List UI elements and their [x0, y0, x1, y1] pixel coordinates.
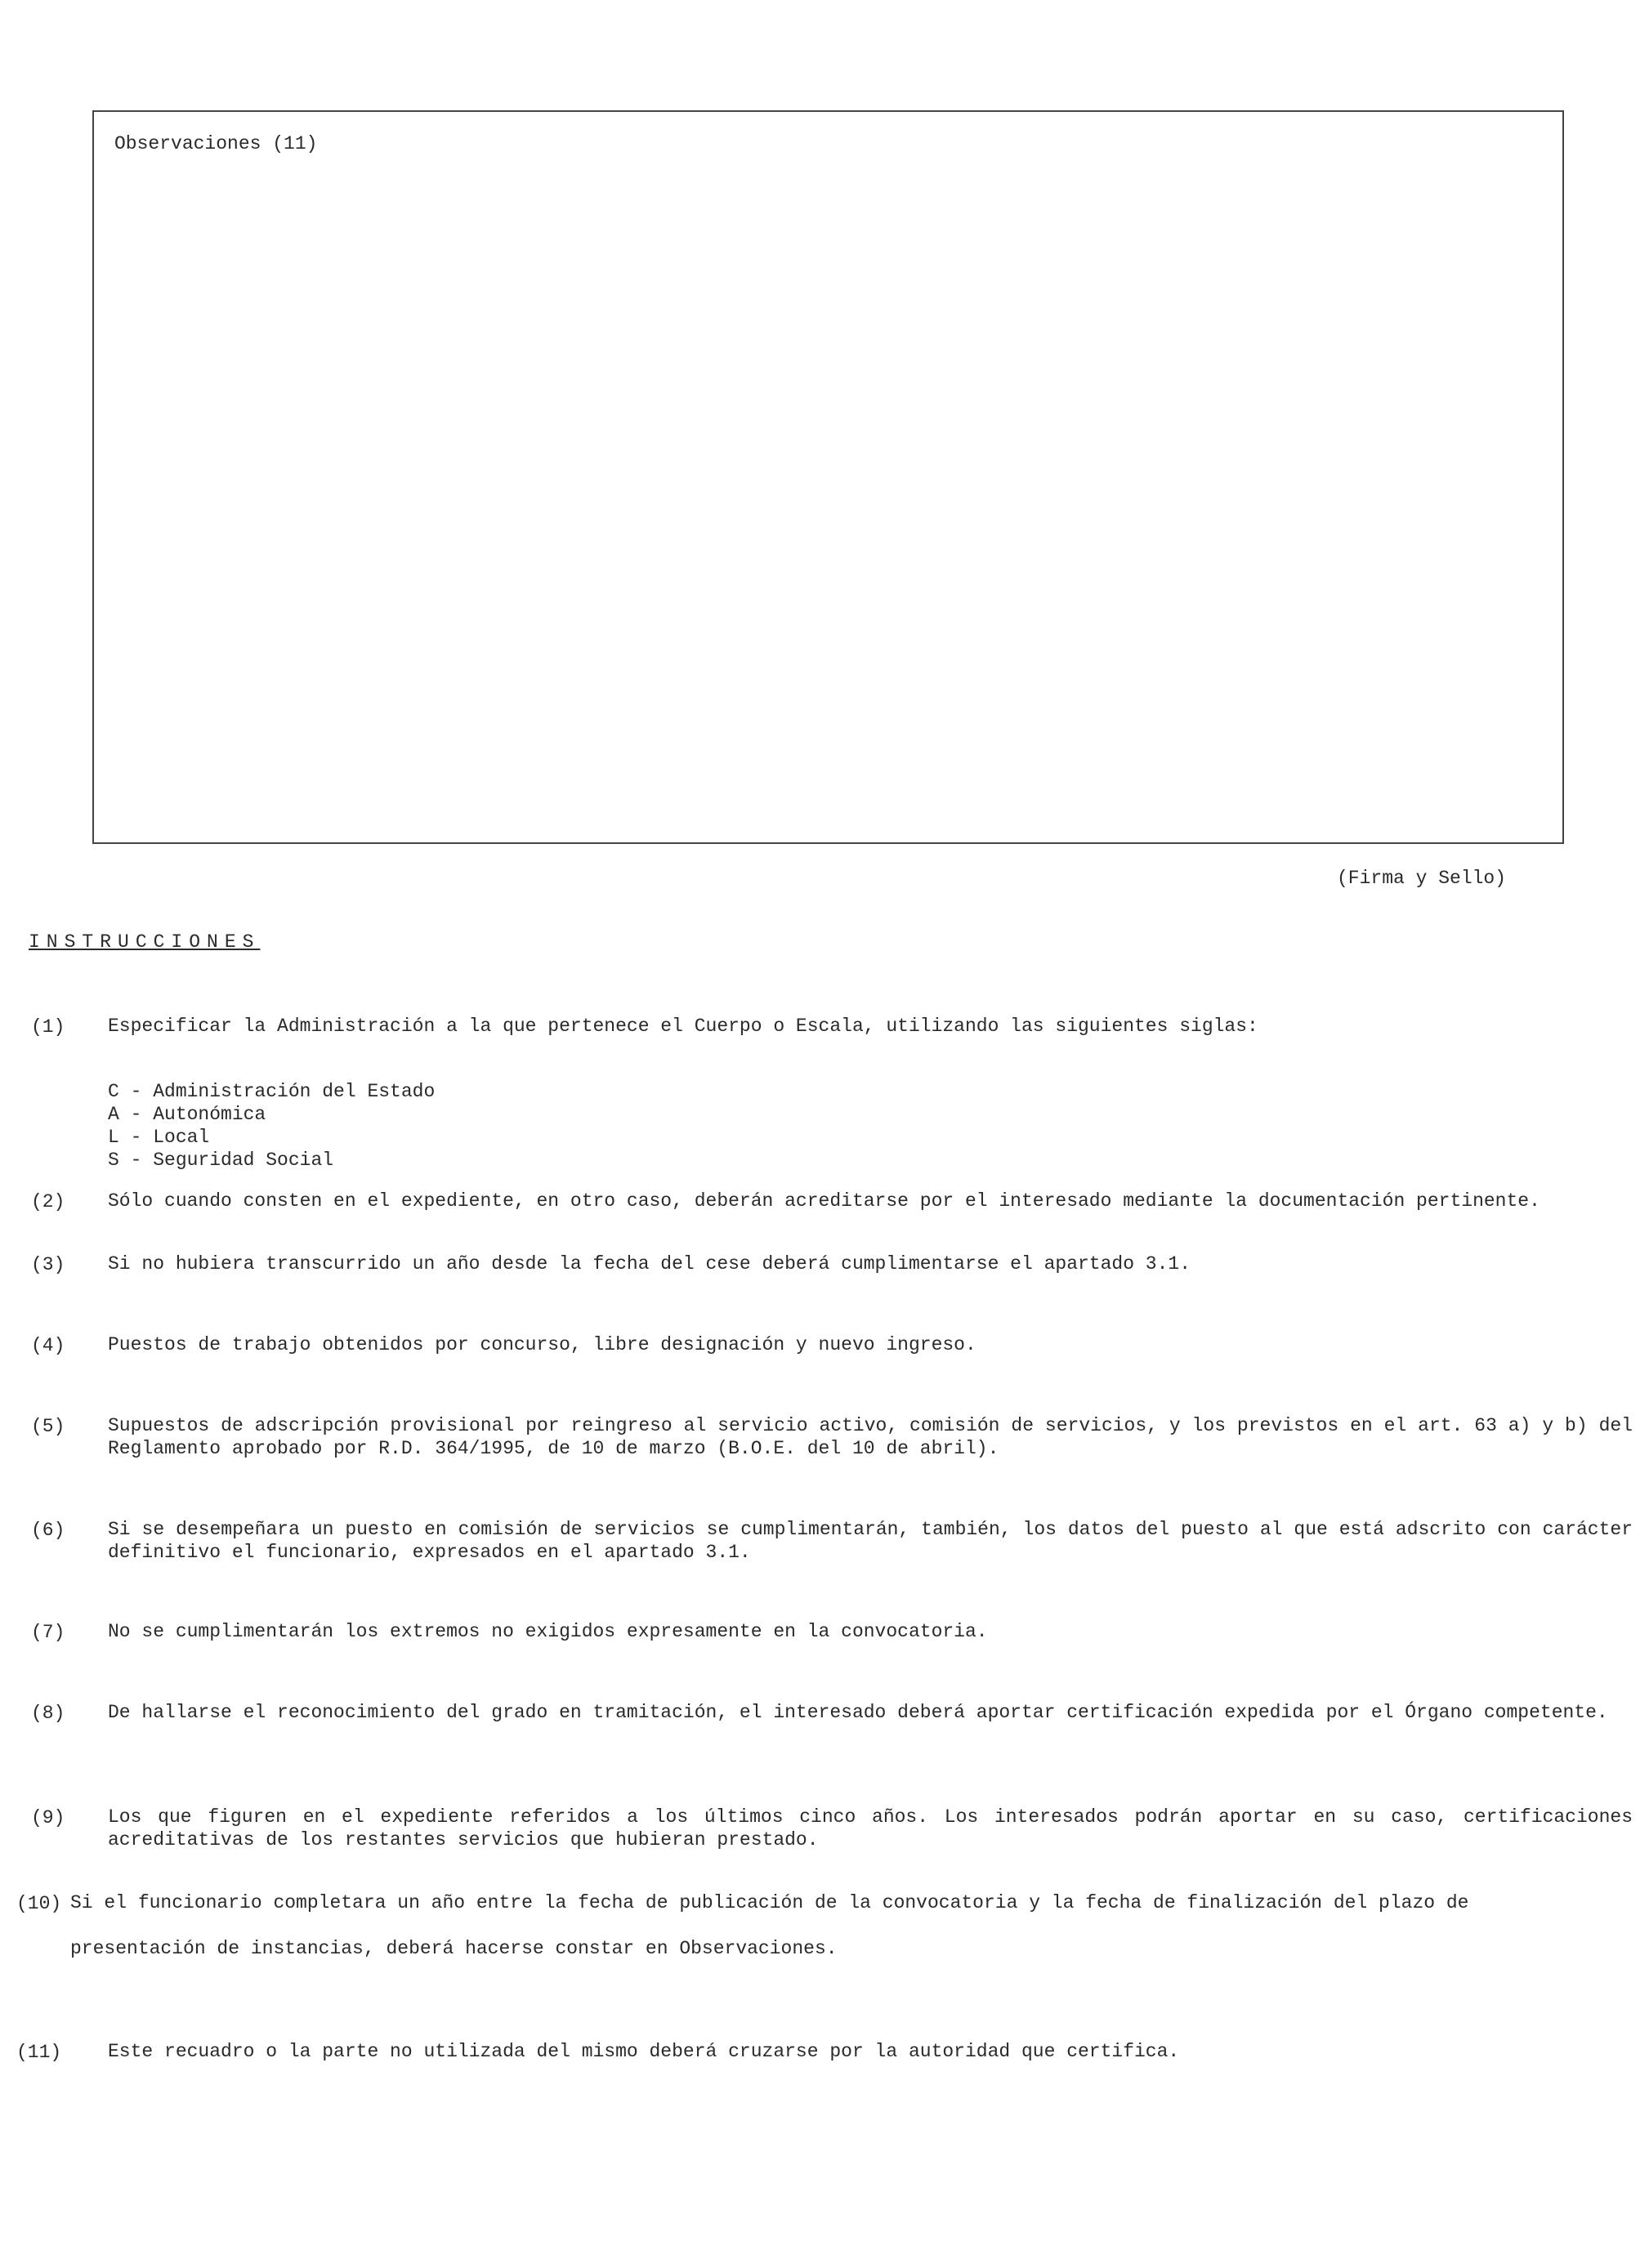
- instruction-2-number: (2): [31, 1191, 65, 1212]
- sigla-s: S - Seguridad Social: [108, 1150, 334, 1171]
- instruction-1-text: Especificar la Administración a la que pertenece el Cuerpo o Escala, utilizando las siguientes siglas:: [108, 1016, 1258, 1037]
- signature-label: (Firma y Sello): [1337, 868, 1507, 889]
- instruction-3-text: Si no hubiera transcurrido un año desde la fecha del cese deberá cumplimentarse el apartado 3.1.: [108, 1253, 1191, 1275]
- sigla-l: L - Local: [108, 1127, 210, 1148]
- instruction-6-number: (6): [31, 1520, 65, 1541]
- instruction-5-number: (5): [31, 1416, 65, 1437]
- sigla-a: A - Autonómica: [108, 1104, 266, 1125]
- instruction-3-number: (3): [31, 1254, 65, 1275]
- instruction-10-text-cont: presentación de instancias, deberá hacerse constar en Observaciones.: [70, 1938, 838, 1959]
- instruction-4-number: (4): [31, 1335, 65, 1356]
- instruction-7-number: (7): [31, 1622, 65, 1643]
- instruction-8-number: (8): [31, 1703, 65, 1724]
- observaciones-box: [92, 110, 1564, 844]
- instruction-5-text: Supuestos de adscripción provisional por reingreso al servicio activo, comisión de servicios, y los previstos en el art. 63 a) y b) del Reglamento aprobado por R.D. 364/1995, de 10 de marzo (B.O.E. del 10 de abril).: [108, 1415, 1633, 1459]
- instruction-10-text: Si el funcionario completara un año entre la fecha de publicación de la convocatoria y la fecha de finalización del plazo de: [70, 1892, 1469, 1913]
- instruction-6-text: Si se desempeñara un puesto en comisión de servicios se cumplimentarán, también, los datos del puesto al que está adscrito con carácter definitivo el funcionario, expresados en el apartado 3.1.: [108, 1519, 1633, 1563]
- sigla-c: C - Administración del Estado: [108, 1081, 436, 1102]
- instruction-10-number: (10): [16, 1893, 62, 1914]
- instruction-9-number: (9): [31, 1807, 65, 1828]
- instruction-7-text: No se cumplimentarán los extremos no exigidos expresamente en la convocatoria.: [108, 1621, 988, 1642]
- instruction-2-text: Sólo cuando consten en el expediente, en otro caso, deberán acreditarse por el interesado mediante la documentación pertinente.: [108, 1190, 1540, 1212]
- observaciones-label: Observaciones (11): [114, 133, 318, 154]
- instructions-title: INSTRUCCIONES: [29, 931, 261, 953]
- instruction-11-number: (11): [16, 2042, 62, 2063]
- instruction-9-text: Los que figuren en el expediente referidos a los últimos cinco años. Los interesados podrán aportar en su caso, certificaciones acreditativas de los restantes servicios que hubieran prestado.: [108, 1806, 1633, 1851]
- instruction-4-text: Puestos de trabajo obtenidos por concurso, libre designación y nuevo ingreso.: [108, 1334, 976, 1355]
- instruction-1-number: (1): [31, 1016, 65, 1038]
- instruction-8-text: De hallarse el reconocimiento del grado en tramitación, el interesado deberá aportar certificación expedida por el Órgano competente.: [108, 1702, 1608, 1723]
- instruction-11-text: Este recuadro o la parte no utilizada del mismo deberá cruzarse por la autoridad que certifica.: [108, 2041, 1180, 2062]
